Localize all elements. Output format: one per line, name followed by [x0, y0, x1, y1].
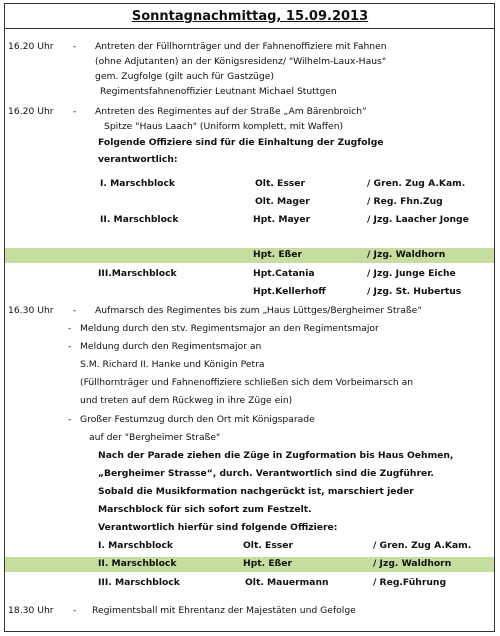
text-line: S.M. Richard II. Hanke und Königin Petra: [80, 359, 265, 370]
table-unit: / Jzg. Waldhorn: [367, 249, 446, 260]
dash: -: [68, 414, 72, 425]
text-line: (Füllhornträger und Fahnenoffiziere schließen sich dem Vorbeimarsch an: [80, 377, 414, 388]
text-line: Regimentsfahnenoffizier Leutnant Michael Stuttgen: [100, 86, 337, 97]
text-line: Antreten des Regimentes auf der Straße „Am Bärenbroich“: [95, 106, 367, 117]
bold-line: Verantwortlich hierfür sind folgende Offiziere:: [98, 522, 338, 533]
bold-line: verantwortlich:: [98, 154, 178, 165]
text-line: Aufmarsch des Regimentes bis zum „Haus Lüttges/Bergheimer Straße“: [95, 305, 423, 316]
table-officer: Olt. Esser: [255, 178, 306, 189]
table-officer: Olt. Mauermann: [245, 577, 329, 588]
table-block: II. Marschblock: [98, 558, 177, 569]
dash: -: [73, 106, 77, 117]
table-block: I. Marschblock: [98, 540, 174, 551]
time-label: 18.30 Uhr: [8, 605, 54, 616]
table-officer: Hpt. Eßer: [243, 558, 292, 569]
time-label: 16.20 Uhr: [8, 41, 54, 52]
table-officer: Olt. Mager: [255, 196, 310, 207]
text-line: (ohne Adjutanten) an der Königsresidenz/ "Wilhelm-Laux-Haus": [95, 56, 387, 67]
table-unit: / Jzg. Laacher Jonge: [367, 214, 469, 225]
table-officer: Olt. Esser: [243, 540, 294, 551]
dash: -: [68, 341, 72, 352]
time-label: 16.20 Uhr: [8, 106, 54, 117]
table-block: I. Marschblock: [100, 178, 176, 189]
table-unit: / Reg. Fhn.Zug: [367, 196, 443, 207]
table-block: III.Marschblock: [98, 268, 177, 279]
text-line: und treten auf dem Rückweg in ihre Züge ein): [80, 395, 293, 406]
dash: -: [68, 323, 72, 334]
text-line: Spitze "Haus Laach" (Uniform komplett, mit Waffen): [104, 121, 344, 132]
table-unit: / Jzg. Junge Eiche: [367, 268, 456, 279]
bold-line: „Bergheimer Strasse“, durch. Verantwortlich sind die Zugführer.: [98, 468, 434, 479]
dash: -: [73, 605, 77, 616]
text-line: gem. Zugfolge (gilt auch für Gastzüge): [95, 71, 274, 82]
table-unit: / Gren. Zug A.Kam.: [373, 540, 472, 551]
table-unit: / Reg.Führung: [373, 577, 447, 588]
bold-line: Sobald die Musikformation nachgerückt ist, marschiert jeder: [98, 486, 414, 497]
table-unit: / Jzg. Waldhorn: [373, 558, 452, 569]
text-line: auf der "Bergheimer Straße": [89, 432, 221, 443]
text-line: Großer Festumzug durch den Ort mit Königsparade: [80, 414, 315, 425]
table-block: II. Marschblock: [100, 214, 179, 225]
table-officer: Hpt.Kellerhoff: [253, 286, 326, 297]
table-officer: Hpt. Mayer: [253, 214, 311, 225]
bold-line: Folgende Offiziere sind für die Einhaltung der Zugfolge: [98, 137, 384, 148]
table-block: III. Marschblock: [98, 577, 180, 588]
dash: -: [73, 41, 77, 52]
table-officer: Hpt.Catania: [253, 268, 315, 279]
text-line: Meldung durch den Regimentsmajor an: [80, 341, 262, 352]
table-officer: Hpt. Eßer: [253, 249, 302, 260]
text-line: Antreten der Füllhornträger und der Fahnenoffiziere mit Fahnen: [95, 41, 387, 52]
title-divider: [4, 28, 495, 29]
page-title: Sonntagnachmittag, 15.09.2013: [131, 9, 369, 24]
bold-line: Marschblock für sich sofort zum Festzelt.: [98, 504, 312, 515]
text-line: Regimentsball mit Ehrentanz der Majestäten und Gefolge: [92, 605, 356, 616]
table-unit: / Jzg. St. Hubertus: [367, 286, 462, 297]
time-label: 16.30 Uhr: [8, 305, 54, 316]
table-unit: / Gren. Zug A.Kam.: [367, 178, 466, 189]
dash: -: [73, 305, 77, 316]
bold-line: Nach der Parade ziehen die Züge in Zugformation bis Haus Oehmen,: [98, 450, 454, 461]
text-line: Meldung durch den stv. Regimentsmajor an den Regimentsmajor: [80, 323, 379, 334]
